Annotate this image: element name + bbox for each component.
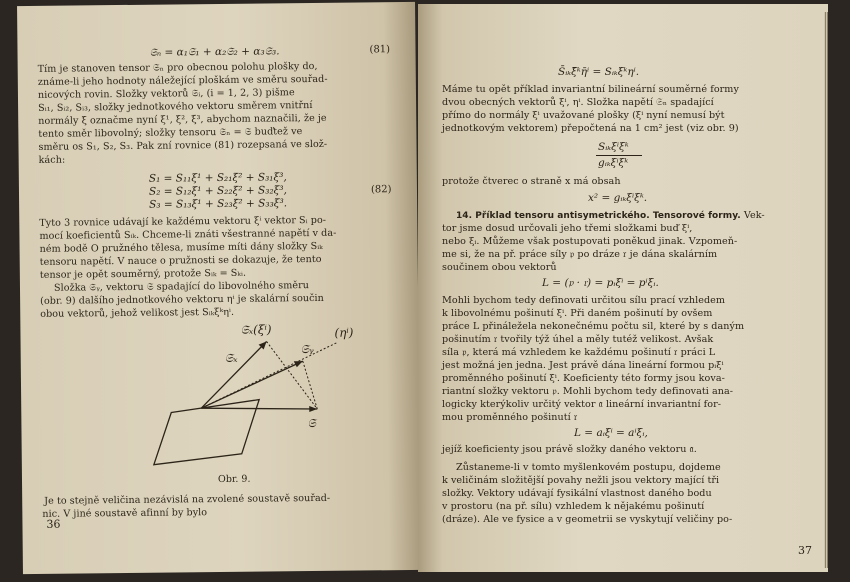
text-line: pošinutím 𝔯 tvořily týž úhel a měly tutéž velikost. Avšak [442,334,714,345]
text-line: práce L přináležela nekonečnému počtu sil, které by s daným [442,321,745,332]
text-line: k veličinám složitější povahy nežli jsou vektory mající tři [442,475,720,486]
plane-patch [153,400,260,465]
label-s-xi: 𝔖ₓ(ξⁱ) [240,322,272,337]
equation-work: L = (𝔭 · 𝔯) = pᵢξⁱ = pⁱξᵢ. [542,277,659,289]
text-line: jejíž koeficienty jsou právě složky daného vektoru 𝔞. [442,444,697,455]
text-line: Je to stejně veličina nezávislá na zvolené soustavě souřad- [44,492,331,507]
text-line: nebo ξᵢ. Můžeme však postupovati poněkud jinak. Vzpomeň- [442,236,738,247]
text-line: ném bodě O pružného tělesa, musíme míti dány složky Sᵢₖ [39,240,323,255]
equation-number-81: (81) [369,44,391,56]
text-line: protože čtverec o straně x má obsah [442,176,621,187]
text-line: síla 𝔭, která má vzhledem ke každému pošinutí 𝔯 práci L [442,347,716,358]
equation-82-line: S₃ = S₁₃ξ¹ + S₂₃ξ² + S₃₃ξ³. [149,197,288,211]
text-line: riantní složky vektoru 𝔭. Mohli bychom tedy definovati ana- [442,386,734,397]
text-line: obou vektorů, jehož velikost jest Sᵢₖξᵏηⁱ. [40,306,235,320]
text-line: logicky kterýkoliv určitý vektor 𝔞 lineární invariantní for- [442,399,722,410]
section-heading: 14. Příklad tensoru antisymetrického. Tensorové formy. [456,211,741,221]
page-number-right: 37 [798,544,812,557]
arrowhead [309,406,317,412]
text-line: přímo do normály ξⁱ uvažované plošky (ξⁱ nyní nemusí být [442,110,725,121]
text-line: v prostoru (na př. sílu) vzhledem k nějakému pošinutí [442,501,705,512]
text-line: nicových rovin. Složky vektorů 𝔖ᵢ, (i = 1, 2, 3) pišme [37,87,295,101]
text-line: jest možná jen jedna. Jest právě dána lineární formou pᵢξⁱ [442,360,724,371]
text-line: tento směr libovolný; složky tensoru 𝔖ₙ = 𝔖 buďtež ve [38,126,303,140]
label-s: 𝔖 [307,415,316,431]
text-line: směru os S₁, S₂, S₃. Pak zní rovnice (81) rozepsaná ve slož- [38,138,328,153]
label-s-x: 𝔖ₓ [224,350,238,365]
right-page [418,4,828,572]
section-heading-line [456,210,765,222]
text-fragment: Vek- [743,210,765,221]
text-line: tensor je opět souměrný, protože Sᵢₖ = Sₖᵢ. [39,267,247,281]
text-line: Složka 𝔖ᵧ, vektoru 𝔖 spadající do libovolného směru [53,280,310,294]
vector-s [201,407,317,410]
text-line: mocí koeficientů Sᵢₖ. Chceme-li znáti všestranné napětí v da- [39,227,337,242]
text-line: složky. Vektory udávají fysikální vlastnost daného bodu [442,488,712,499]
text-line: (obr. 9) dalšího jednotkového vektoru ηⁱ je skalární součin [40,292,324,307]
text-line: kách: [38,154,66,166]
left-page [17,2,421,574]
figure-9-diagram [140,321,362,473]
equation-linear-form: L = aᵢξⁱ = aⁱξᵢ, [574,427,648,439]
text-line: tensoru napětí. V nauce o pružnosti se dokazuje, že tento [39,253,322,268]
book-spread [20,4,832,576]
equation-number-82: (82) [370,184,392,196]
text-line: Zůstaneme-li v tomto myšlenkovém postupu, dojdeme [456,462,721,473]
text-line: dvou obecných vektorů ξⁱ, ηⁱ. Složka napětí 𝔖ₙ spadající [442,97,714,108]
text-line: Tyto 3 rovnice udávají ke každému vektoru ξⁱ vektor Sᵢ po- [39,214,327,229]
text-line: mou proměnného pošinutí 𝔯 [442,412,578,423]
dotted-connector [303,361,318,409]
text-line: tor jsme dosud určovali jeho třemi složkami buď ξⁱ, [442,223,693,234]
text-line: k libovolnému pošinutí ξⁱ. Při daném pošinutí by ovšem [442,308,713,319]
text-line: jednotkovým vektorem) přepočtená na 1 cm² jest (viz obr. 9) [442,123,739,134]
fraction-bar [596,155,642,156]
page-edges [824,12,828,568]
equation-82-line: S₂ = S₁₂ξ¹ + S₂₂ξ² + S₃₂ξ³, [148,184,288,198]
text-line: normály ξ označme nyní ξ¹, ξ², ξ³, abychom naznačili, že je [38,112,327,127]
text-line: Máme tu opět příklad invariantní bilineární souměrné formy [442,84,739,95]
text-line: součinem obou vektorů [442,262,557,273]
equation-bilinear: S̄ᵢₖξ̄ᵏη̄ⁱ = Sᵢₖξᵏηⁱ. [558,66,640,78]
fraction-denominator: gᵢₖξⁱξᵏ [598,157,629,169]
text-line: Mohli bychom tedy definovati určitou sílu prací vzhledem [442,295,726,306]
text-line: známe-li jeho hodnoty náležející ploškám ve směru souřad- [37,73,328,88]
text-line: nic. V jiné soustavě afinní by bylo [42,507,208,520]
fraction-numerator: Sᵢₖξⁱξᵏ [598,141,629,153]
page-number-left: 36 [46,517,61,531]
text-line: Tím je stanoven tensor 𝔖ₙ pro obecnou polohu plošky do, [37,60,318,75]
equation-area: x² = gᵢₖξⁱξᵏ. [588,192,648,204]
figure-caption: Obr. 9. [217,473,251,486]
equation-81: 𝔖ₙ = α₁𝔖₁ + α₂𝔖₂ + α₃𝔖₃. [149,45,280,59]
label-eta: (ηⁱ) [334,325,354,340]
label-s-y: 𝔖ᵧ [300,342,314,357]
text-line: Sᵢ₁, Sᵢ₂, Sᵢ₃, složky jednotkového vektoru směrem vnitřní [38,100,313,114]
equation-82-line: S₁ = S₁₁ξ¹ + S₂₁ξ² + S₃₁ξ³, [148,171,287,185]
text-line: me si, že na př. práce síly 𝔭 po dráze 𝔯 je dána skalárním [442,249,718,260]
text-line: proměnného pošinutí ξⁱ. Koeficienty této formy jsou kova- [442,373,725,384]
text-line: (dráze). Ale ve fysice a v geometrii se vyskytují veličiny po- [442,514,733,525]
